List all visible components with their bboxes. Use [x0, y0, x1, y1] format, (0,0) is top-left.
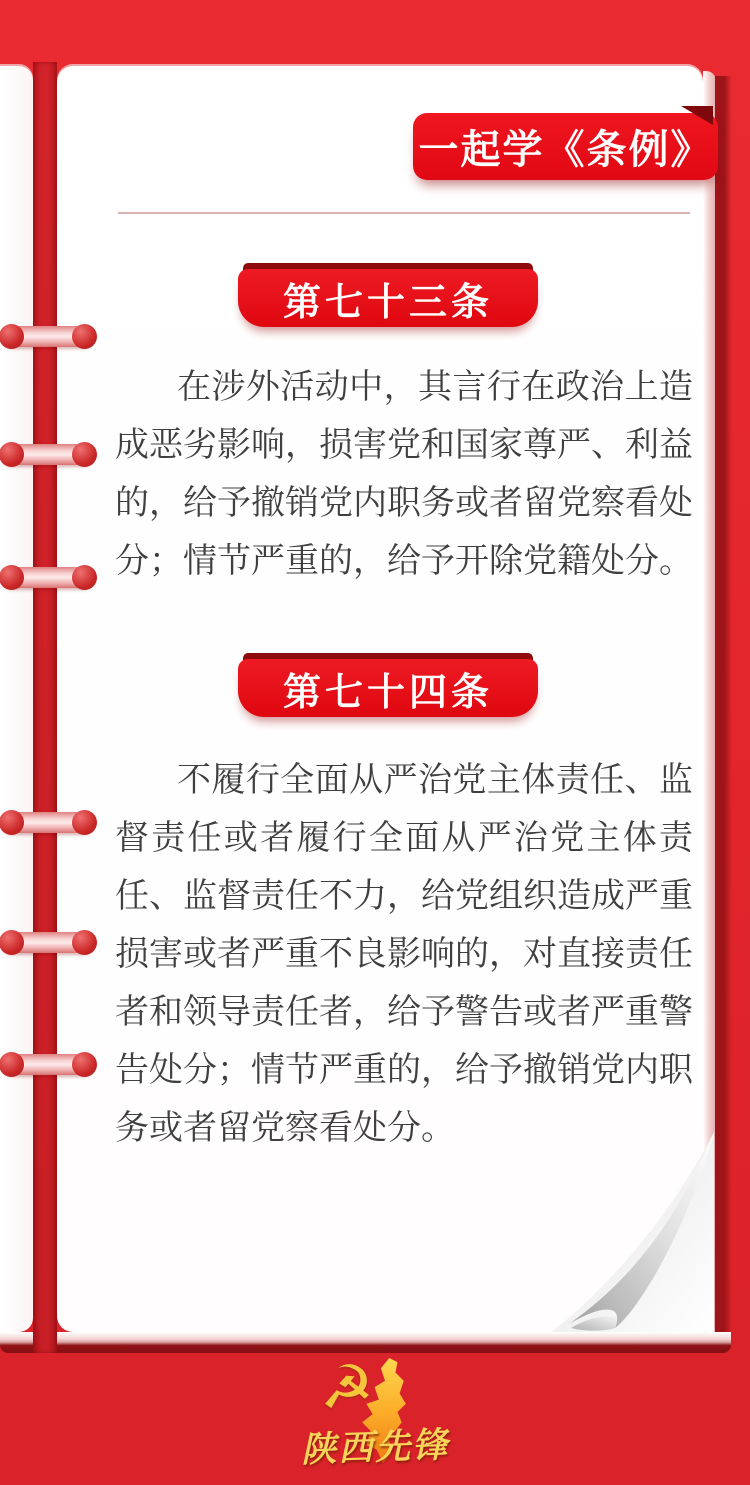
notebook-page [57, 66, 713, 1332]
binder-ring [2, 444, 94, 465]
page-bottom-stacked-edges [0, 1332, 731, 1353]
binder-ring [2, 326, 94, 347]
article-74-text: 不履行全面从严治党主体责任、监督责任或者履行全面从严治党主体责任、监督责任不力，给党组织造成严重损害或者严重不良影响的，对直接责任者和领导责任者，给予警告或者严重警告处分；情节严重的，给予撤销党内职务或者留党察看处分。 [115, 761, 693, 1147]
binder-ring [2, 812, 94, 833]
brand-name: 陕西先锋 [300, 1425, 450, 1470]
header-divider [118, 212, 690, 214]
binder-ring [2, 567, 94, 588]
hammer-sickle-icon: ☭ [320, 1353, 374, 1423]
page-curl [541, 1132, 716, 1332]
article-73-text: 在涉外活动中，其言行在政治上造成恶劣影响，损害党和国家尊严、利益的，给予撤销党内职务或者留党察看处分；情节严重的，给予开除党籍处分。 [115, 368, 693, 580]
badge-body [238, 269, 538, 327]
article-73-badge [238, 263, 538, 327]
spine-gap [33, 62, 57, 1353]
previous-page-edge [0, 66, 33, 1332]
article-73-number: 第七十三条 [282, 281, 493, 324]
binder-ring [2, 932, 94, 953]
page-right-shadow [715, 76, 732, 1348]
banner-title: 一起学《条例》 [418, 128, 713, 172]
article-74-badge [238, 653, 538, 717]
series-banner [413, 113, 718, 180]
binder-ring [2, 1054, 94, 1075]
article-74-number: 第七十四条 [282, 671, 493, 714]
badge-body [238, 659, 538, 717]
